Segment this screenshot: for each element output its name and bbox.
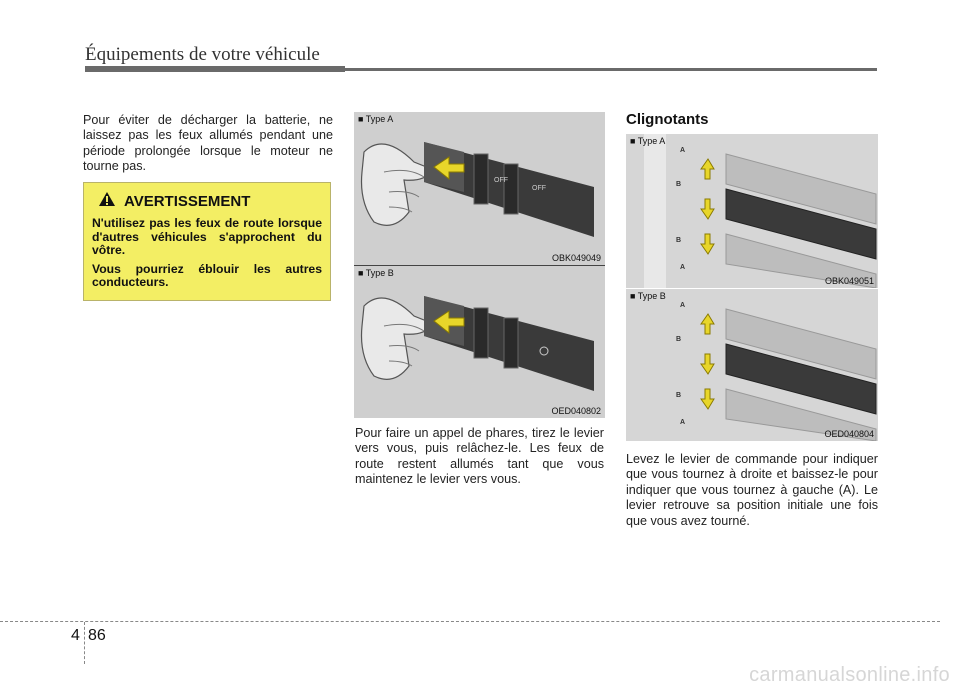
chapter-number: 4 [71, 627, 80, 644]
figure-type-label: ■ Type B [630, 291, 666, 301]
warning-triangle-icon [98, 191, 116, 212]
figure-type-label: ■ Type A [358, 114, 394, 124]
footer-rule [0, 621, 940, 622]
svg-text:A: A [680, 302, 686, 309]
section-title-clignotants: Clignotants [626, 111, 709, 128]
figure-turn-type-b [626, 289, 878, 441]
svg-text:B: B [676, 181, 682, 188]
watermark: carmanualsonline.info [749, 664, 950, 686]
lever-hand-illustration [354, 112, 605, 265]
figure-code: OBK049051 [824, 276, 874, 286]
warning-title: AVERTISSEMENT [124, 193, 251, 210]
svg-text:A: A [680, 147, 686, 154]
header-accent-bar [85, 66, 345, 72]
page-header-title: Équipements de votre véhicule [85, 44, 320, 65]
warning-box [83, 182, 331, 301]
page-number: 86 [88, 627, 106, 644]
svg-text:B: B [676, 336, 682, 343]
figure-code: OED040804 [824, 429, 874, 439]
svg-text:B: B [676, 237, 682, 244]
intro-paragraph: Pour éviter de décharger la batterie, ne laissez pas les feux allumés pendant une période prolongée lorsque le moteur ne tourne pas. [83, 113, 333, 174]
svg-text:OFF: OFF [494, 177, 508, 184]
svg-text:OFF: OFF [532, 185, 546, 192]
svg-text:A: A [680, 264, 686, 271]
figure-turn-type-a [626, 134, 878, 288]
lever-hand-illustration [354, 266, 605, 418]
footer-divider [84, 622, 85, 664]
figure-code: OED040802 [551, 406, 601, 416]
figure-flash-type-a [354, 112, 605, 265]
flash-paragraph: Pour faire un appel de phares, tirez le levier vers vous, puis relâchez-le. Les feux de route restent allumés tant que vous maintenez le levier vers vous. [355, 426, 604, 487]
warning-paragraph-1: N'utilisez pas les feux de route lorsque d'autres véhicules s'approchent du vôtre. [92, 216, 322, 258]
figure-code: OBK049049 [551, 253, 601, 263]
turn-lever-illustration [626, 289, 878, 441]
svg-text:A: A [680, 419, 686, 426]
figure-type-label: ■ Type A [630, 136, 666, 146]
turn-signal-paragraph: Levez le levier de commande pour indiquer que vous tournez à droite et baissez-le pour indiquer que vous tournez à gauche (A). Le levier retrouve sa position initiale une fois que vous avez tourné. [626, 452, 878, 528]
turn-lever-illustration [626, 134, 878, 288]
figure-type-label: ■ Type B [358, 268, 394, 278]
svg-text:B: B [676, 392, 682, 399]
figure-flash-type-b [354, 266, 605, 418]
warning-paragraph-2: Vous pourriez éblouir les autres conducteurs. [92, 261, 322, 290]
